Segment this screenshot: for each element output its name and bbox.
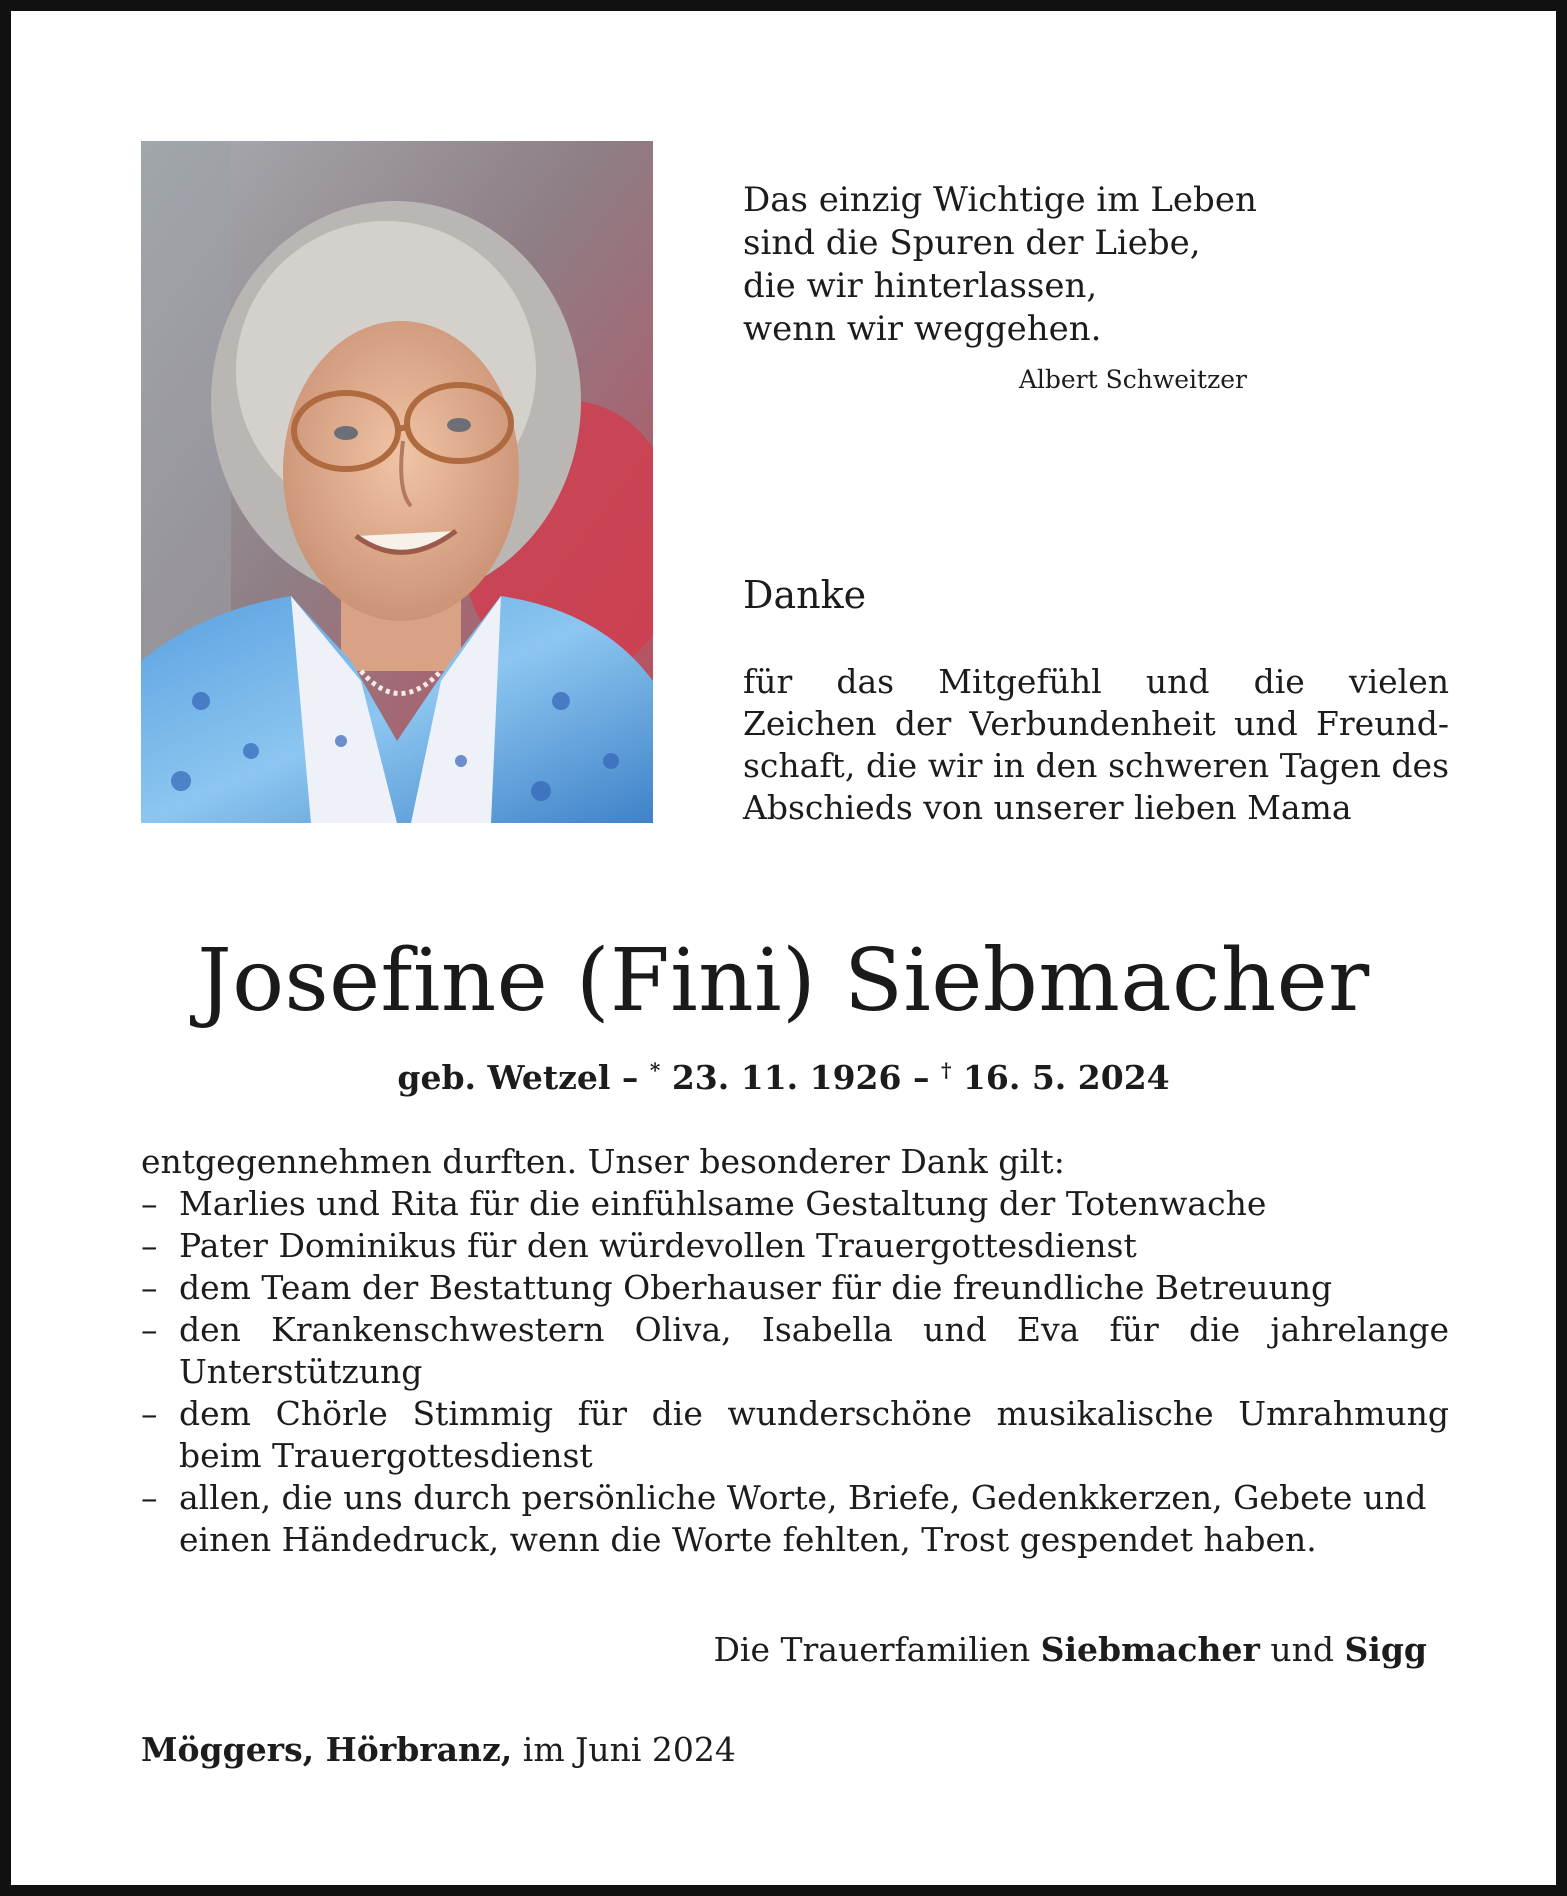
family-name-2: Sigg xyxy=(1344,1630,1427,1669)
list-item-line: beim Trauergottesdienst xyxy=(179,1436,593,1475)
list-item xyxy=(141,1393,1449,1477)
thanks-body xyxy=(141,1141,1449,1561)
thanks-intro-line: Zeichen der Verbundenheit und Freund- xyxy=(743,704,1449,743)
family-signature xyxy=(713,1629,1427,1671)
list-item-line: den Krankenschwestern Oliva, Isabella und Eva für die jahrelange xyxy=(179,1310,1449,1349)
quote-line: sind die Spuren der Liebe, xyxy=(743,223,1201,263)
list-item xyxy=(141,1309,1449,1393)
portrait-photo xyxy=(141,141,653,823)
list-dash: – xyxy=(141,1226,158,1265)
list-item-line: dem Chörle Stimmig für die wunderschöne musikalische Umrahmung xyxy=(179,1394,1449,1433)
list-item xyxy=(141,1477,1449,1561)
list-item-line: Pater Dominikus für den würdevollen Trauergottesdienst xyxy=(179,1226,1137,1265)
list-item-line: allen, die uns durch persönliche Worte, Briefe, Gedenkkerzen, Gebete und xyxy=(179,1478,1427,1517)
place-date xyxy=(141,1729,736,1771)
thanks-list xyxy=(141,1183,1449,1561)
death-symbol: † xyxy=(940,1058,952,1082)
list-item-line: einen Händedruck, wenn die Worte fehlten, Trost gespendet haben. xyxy=(179,1520,1317,1559)
list-dash: – xyxy=(141,1268,158,1307)
signature-connector: und xyxy=(1259,1630,1345,1669)
life-dates xyxy=(11,1049,1556,1099)
list-item-line: Marlies und Rita für die einfühlsame Gestaltung der Totenwache xyxy=(179,1184,1267,1223)
quote-author: Albert Schweitzer xyxy=(1018,365,1247,394)
list-item xyxy=(141,1225,1449,1267)
thanks-heading: Danke xyxy=(743,573,867,617)
list-item-line: dem Team der Bestattung Oberhauser für die freundliche Betreuung xyxy=(179,1268,1333,1307)
birth-symbol: * xyxy=(649,1058,661,1082)
list-dash: – xyxy=(141,1478,158,1517)
quote-line: die wir hinterlassen, xyxy=(743,266,1098,306)
thanks-intro-line: Abschieds von unserer lieben Mama xyxy=(743,788,1352,827)
thanks-body-intro: entgegennehmen durften. Unser besonderer Dank gilt: xyxy=(141,1142,1065,1181)
thanks-intro-line: schaft, die wir in den schweren Tagen des xyxy=(743,746,1449,785)
thanks-intro-line: für das Mitgefühl und die vielen xyxy=(743,662,1449,701)
quote-block xyxy=(743,179,1263,397)
quote-line: wenn wir weggehen. xyxy=(743,309,1102,349)
death-date: 16. 5. 2024 xyxy=(951,1058,1170,1097)
signature-prefix: Die Trauerfamilien xyxy=(713,1630,1041,1669)
family-name-1: Siebmacher xyxy=(1040,1630,1260,1669)
list-dash: – xyxy=(141,1394,158,1433)
maiden-name: geb. Wetzel xyxy=(397,1058,611,1097)
list-dash: – xyxy=(141,1310,158,1349)
dates-separator: – xyxy=(610,1058,650,1097)
dates-separator: – xyxy=(901,1058,941,1097)
quote-line: Das einzig Wichtige im Leben xyxy=(743,180,1257,220)
list-item xyxy=(141,1267,1449,1309)
portrait-illustration xyxy=(141,141,653,823)
notice-date: im Juni 2024 xyxy=(512,1730,736,1769)
list-item xyxy=(141,1183,1449,1225)
list-item-line: Unterstützung xyxy=(179,1352,423,1391)
list-dash: – xyxy=(141,1184,158,1223)
deceased-name: Josefine (Fini) Siebmacher xyxy=(197,931,1370,1031)
thanks-intro-paragraph xyxy=(743,661,1449,829)
place-names: Möggers, Hörbranz, xyxy=(141,1730,513,1769)
birth-date: 23. 11. 1926 xyxy=(660,1058,902,1097)
